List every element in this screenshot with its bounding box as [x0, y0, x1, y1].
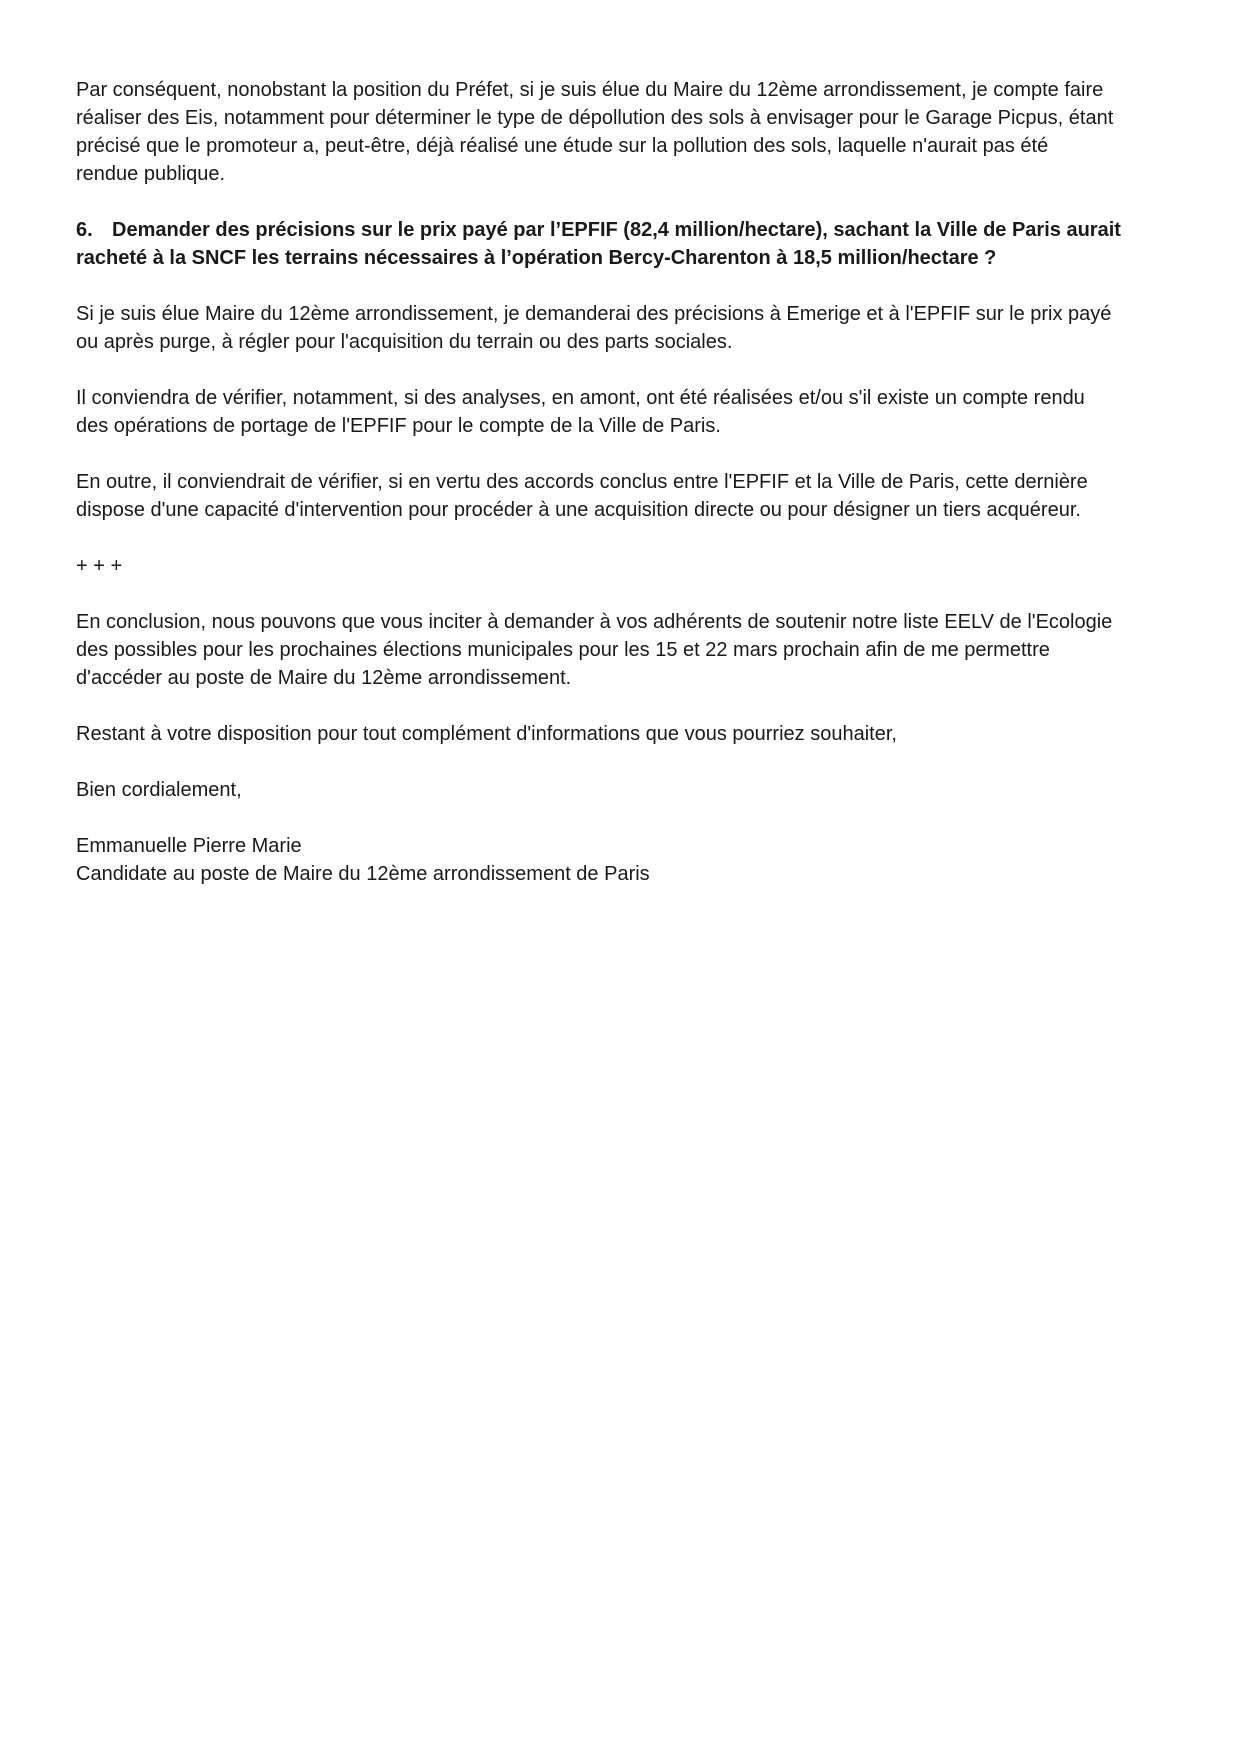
text-line: En conclusion, nous pouvons que vous inciter à demander à vos adhérents de soutenir notre liste EELV de l'Ecologie	[76, 611, 1113, 633]
text-line: ou après purge, à régler pour l'acquisition du terrain ou des parts sociales.	[76, 331, 733, 353]
text-line: Il conviendra de vérifier, notamment, si des analyses, en amont, ont été réalisées et/ou s'il existe un compte rendu	[76, 387, 1085, 409]
paragraph-conclusion	[76, 608, 1176, 692]
separator: + + +	[76, 555, 123, 577]
salutation: Bien cordialement,	[76, 779, 242, 801]
paragraph-verification	[76, 384, 1176, 440]
text-line: des possibles pour les prochaines élections municipales pour les 15 et 22 mars prochain afin de me permettre	[76, 639, 1050, 661]
signature-title: Candidate au poste de Maire du 12ème arrondissement de Paris	[76, 863, 650, 885]
section-heading-6	[76, 216, 1176, 272]
text-line: d'accéder au poste de Maire du 12ème arrondissement.	[76, 667, 572, 689]
closing-line: Restant à votre disposition pour tout complément d'informations que vous pourriez souhaiter,	[76, 723, 897, 745]
text-line: des opérations de portage de l'EPFIF pour le compte de la Ville de Paris.	[76, 415, 721, 437]
signature-name: Emmanuelle Pierre Marie	[76, 835, 302, 857]
heading-line: racheté à la SNCF les terrains nécessaires à l’opération Bercy-Charenton à 18,5 million/hectare ?	[76, 247, 997, 269]
text-line: Si je suis élue Maire du 12ème arrondissement, je demanderai des précisions à Emerige et à l'EPFIF sur le prix payé	[76, 303, 1112, 325]
heading-number: 6.	[76, 219, 93, 241]
text-line: réaliser des Eis, notamment pour déterminer le type de dépollution des sols à envisager pour le Garage Picpus, étant	[76, 107, 1114, 129]
heading-line	[76, 216, 1176, 244]
signature-block	[76, 832, 1176, 888]
paragraph-prefet-position	[76, 76, 1176, 188]
text-line: rendue publique.	[76, 163, 226, 185]
text-line: En outre, il conviendrait de vérifier, si en vertu des accords conclus entre l'EPFIF et la Ville de Paris, cette dernière	[76, 471, 1088, 493]
document-body	[76, 76, 1176, 888]
paragraph-price-request	[76, 300, 1176, 356]
text-line: Par conséquent, nonobstant la position du Préfet, si je suis élue du Maire du 12ème arrondissement, je compte faire	[76, 79, 1104, 101]
text-line: précisé que le promoteur a, peut-être, déjà réalisé une étude sur la pollution des sols, laquelle n'aurait pas été	[76, 135, 1049, 157]
heading-text: Demander des précisions sur le prix payé par l’EPFIF (82,4 million/hectare), sachant la Ville de Paris aurait	[112, 219, 1121, 241]
paragraph-agreements	[76, 468, 1176, 524]
text-line: dispose d'une capacité d'intervention pour procéder à une acquisition directe ou pour désigner un tiers acquéreur.	[76, 499, 1081, 521]
